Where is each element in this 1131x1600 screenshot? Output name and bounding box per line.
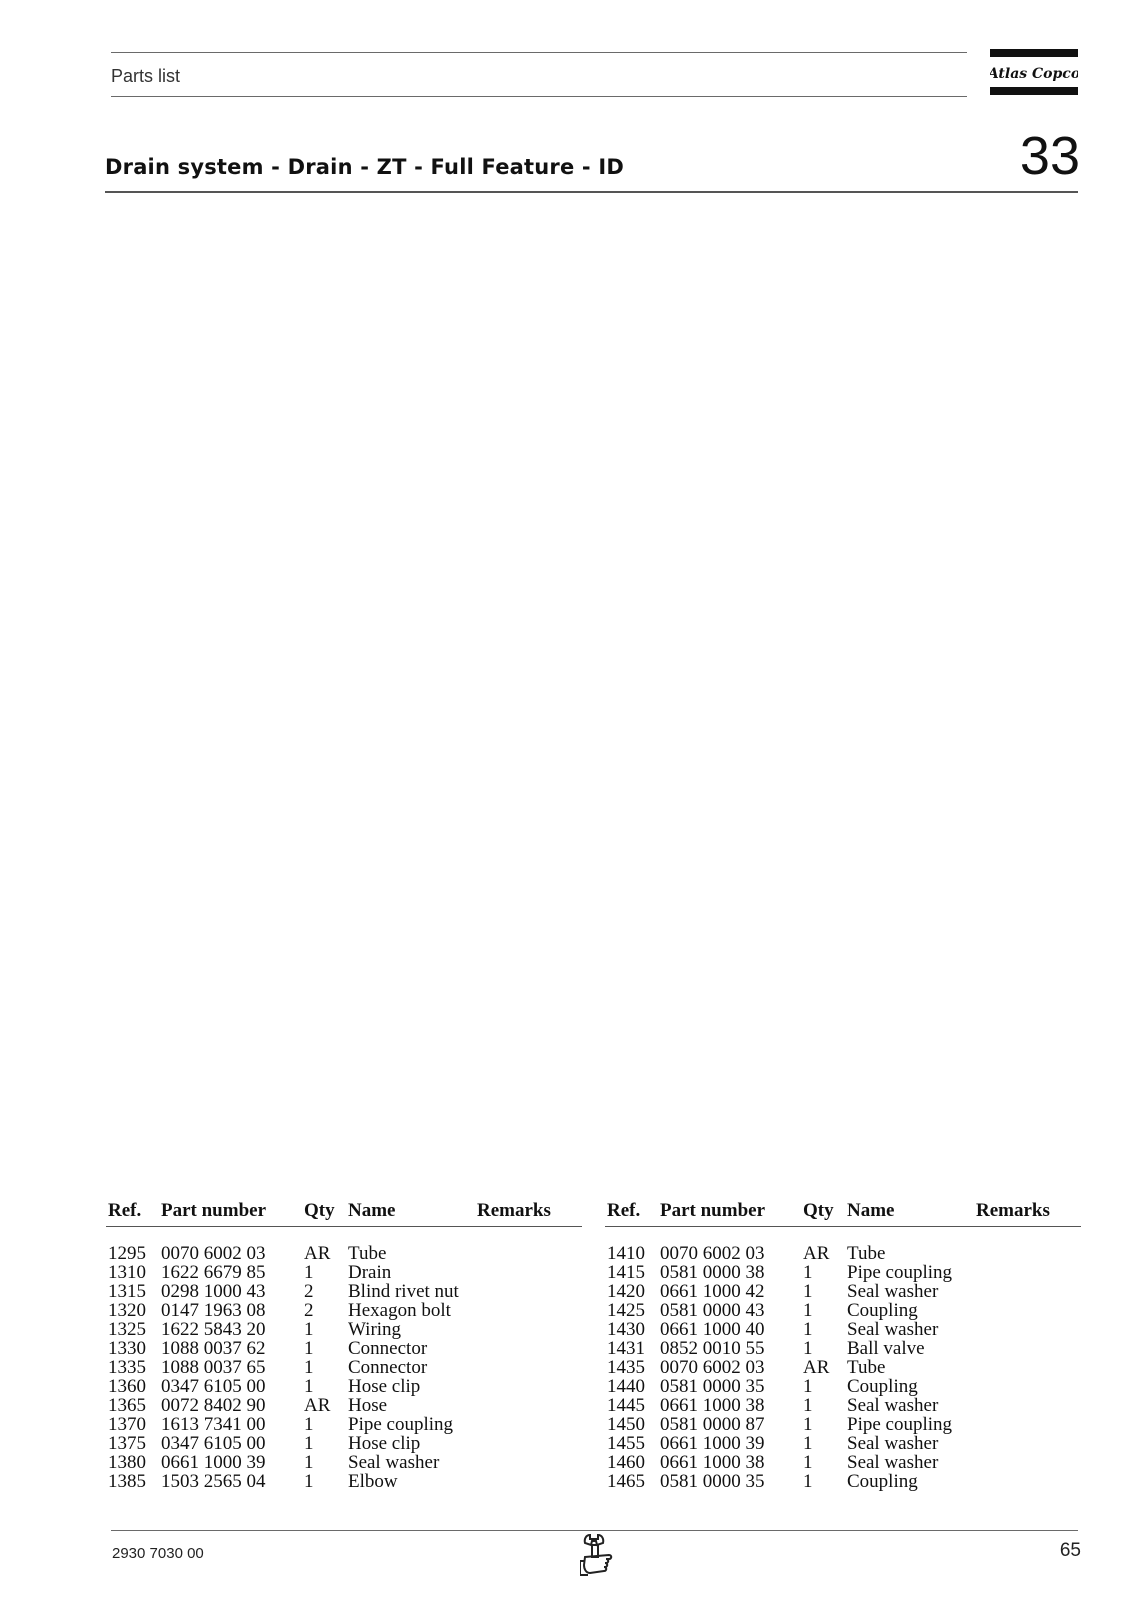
title-rule [105,191,1078,193]
cell-part-number: 0661 1000 39 [161,1452,266,1473]
cell-ref: 1431 [607,1338,645,1359]
col-name-header: Name [847,1200,895,1221]
cell-qty: 2 [304,1300,314,1321]
table-row [605,1301,1081,1320]
page-number: 65 [1059,1540,1081,1561]
cell-part-number: 1613 7341 00 [161,1414,266,1435]
table-header [605,1201,1081,1227]
cell-part-number: 1088 0037 65 [161,1357,266,1378]
cell-ref: 1385 [108,1471,146,1492]
table-row [106,1358,582,1377]
cell-ref: 1425 [607,1300,645,1321]
cell-ref: 1365 [108,1395,146,1416]
table-rows [605,1244,1081,1491]
cell-name: Seal washer [847,1433,939,1454]
cell-ref: 1450 [607,1414,645,1435]
cell-name: Hose [348,1395,388,1416]
cell-name: Seal washer [847,1452,939,1473]
col-part-number-header: Part number [161,1200,267,1221]
atlas-copco-logo [990,49,1078,95]
chapter-number: 33 [1019,126,1080,186]
table-row [106,1434,582,1453]
cell-name: Elbow [348,1471,398,1492]
cell-part-number: 0661 1000 40 [660,1319,765,1340]
cell-part-number: 0072 8402 90 [161,1395,266,1416]
cell-qty: 1 [803,1433,813,1454]
col-remarks-header: Remarks [976,1200,1050,1221]
cell-name: Hose clip [348,1376,421,1397]
table-row [605,1263,1081,1282]
table-row [106,1396,582,1415]
cell-part-number: 0852 0010 55 [660,1338,765,1359]
cell-part-number: 0581 0000 38 [660,1262,765,1283]
cell-qty: 1 [803,1338,813,1359]
cell-ref: 1410 [607,1243,645,1264]
cell-ref: 1295 [108,1243,146,1264]
table-row [106,1453,582,1472]
cell-ref: 1380 [108,1452,146,1473]
cell-name: Pipe coupling [847,1414,953,1435]
cell-part-number: 0147 1963 08 [161,1300,266,1321]
cell-name: Connector [348,1338,428,1359]
table-row [106,1263,582,1282]
cell-qty: 1 [304,1414,314,1435]
cell-ref: 1330 [108,1338,146,1359]
cell-name: Drain [348,1262,392,1283]
cell-name: Pipe coupling [348,1414,454,1435]
cell-qty: 1 [304,1471,314,1492]
cell-part-number: 0070 6002 03 [660,1243,765,1264]
cell-qty: 1 [304,1357,314,1378]
cell-part-number: 1503 2565 04 [161,1471,266,1492]
table-row [605,1320,1081,1339]
cell-name: Coupling [847,1471,918,1492]
col-ref-header: Ref. [108,1200,142,1221]
header-rule [106,1226,582,1227]
cell-name: Seal washer [348,1452,440,1473]
section-label: Parts list [111,66,181,86]
cell-ref: 1325 [108,1319,146,1340]
service-wrench-hand-icon [580,1533,616,1579]
cell-qty: 1 [304,1319,314,1340]
cell-name: Coupling [847,1300,918,1321]
cell-name: Blind rivet nut [348,1281,459,1302]
cell-qty: 1 [803,1452,813,1473]
table-row [605,1415,1081,1434]
cell-qty: 1 [304,1376,314,1397]
cell-qty: 1 [803,1471,813,1492]
brand-text: Atlas Copco [990,66,1078,82]
cell-part-number: 0661 1000 38 [660,1452,765,1473]
col-part-number-header: Part number [660,1200,766,1221]
cell-qty: 1 [803,1262,813,1283]
cell-name: Tube [847,1243,886,1264]
cell-name: Connector [348,1357,428,1378]
table-row [106,1244,582,1263]
cell-qty: AR [803,1243,830,1264]
cell-ref: 1440 [607,1376,645,1397]
cell-qty: 2 [304,1281,314,1302]
table-header [106,1201,582,1227]
cell-name: Wiring [348,1319,402,1340]
cell-part-number: 0661 1000 38 [660,1395,765,1416]
cell-ref: 1455 [607,1433,645,1454]
cell-part-number: 0581 0000 43 [660,1300,765,1321]
table-row [106,1282,582,1301]
cell-part-number: 1088 0037 62 [161,1338,266,1359]
cell-ref: 1415 [607,1262,645,1283]
col-name-header: Name [348,1200,396,1221]
table-rows [106,1244,582,1491]
table-row [605,1453,1081,1472]
cell-qty: AR [304,1395,331,1416]
cell-qty: AR [304,1243,331,1264]
cell-ref: 1335 [108,1357,146,1378]
cell-ref: 1375 [108,1433,146,1454]
col-qty-header: Qty [304,1200,335,1221]
cell-part-number: 0581 0000 35 [660,1376,765,1397]
table-row [106,1377,582,1396]
cell-qty: 1 [304,1338,314,1359]
table-row [605,1472,1081,1491]
cell-part-number: 1622 6679 85 [161,1262,266,1283]
table-row [106,1415,582,1434]
cell-name: Seal washer [847,1319,939,1340]
cell-ref: 1435 [607,1357,645,1378]
parts-table-left [106,1200,582,1492]
cell-part-number: 0581 0000 87 [660,1414,765,1435]
cell-ref: 1320 [108,1300,146,1321]
cell-qty: 1 [304,1452,314,1473]
cell-qty: 1 [304,1262,314,1283]
cell-qty: 1 [803,1395,813,1416]
parts-table-right [605,1200,1081,1492]
table-row [106,1320,582,1339]
header-top-rule [111,52,967,53]
table-row [605,1396,1081,1415]
cell-ref: 1370 [108,1414,146,1435]
cell-qty: 1 [803,1376,813,1397]
cell-part-number: 0347 6105 00 [161,1376,266,1397]
cell-name: Pipe coupling [847,1262,953,1283]
header-rule [605,1226,1081,1227]
header-bottom-rule [111,96,967,97]
cell-ref: 1310 [108,1262,146,1283]
cell-part-number: 0347 6105 00 [161,1433,266,1454]
cell-part-number: 0661 1000 39 [660,1433,765,1454]
col-remarks-header: Remarks [477,1200,551,1221]
table-row [605,1358,1081,1377]
cell-name: Hexagon bolt [348,1300,451,1321]
footer-rule [111,1530,1078,1531]
cell-qty: AR [803,1357,830,1378]
cell-ref: 1360 [108,1376,146,1397]
cell-ref: 1460 [607,1452,645,1473]
cell-ref: 1430 [607,1319,645,1340]
cell-name: Tube [847,1357,886,1378]
table-row [605,1434,1081,1453]
col-ref-header: Ref. [607,1200,641,1221]
table-row [106,1339,582,1358]
table-row [605,1244,1081,1263]
cell-qty: 1 [803,1414,813,1435]
cell-name: Seal washer [847,1395,939,1416]
cell-part-number: 0070 6002 03 [161,1243,266,1264]
cell-name: Ball valve [847,1338,925,1359]
cell-ref: 1420 [607,1281,645,1302]
table-row [605,1282,1081,1301]
cell-qty: 1 [304,1433,314,1454]
page-title: Drain system - Drain - ZT - Full Feature - ID [105,155,624,179]
cell-name: Hose clip [348,1433,421,1454]
cell-qty: 1 [803,1281,813,1302]
cell-part-number: 0581 0000 35 [660,1471,765,1492]
cell-ref: 1315 [108,1281,146,1302]
cell-part-number: 0661 1000 42 [660,1281,765,1302]
document-number: 2930 7030 00 [112,1545,204,1562]
cell-name: Seal washer [847,1281,939,1302]
cell-part-number: 0070 6002 03 [660,1357,765,1378]
cell-part-number: 1622 5843 20 [161,1319,266,1340]
cell-qty: 1 [803,1300,813,1321]
cell-ref: 1465 [607,1471,645,1492]
table-row [605,1339,1081,1358]
table-row [106,1472,582,1491]
cell-name: Tube [348,1243,387,1264]
table-row [605,1377,1081,1396]
table-row [106,1301,582,1320]
cell-qty: 1 [803,1319,813,1340]
cell-part-number: 0298 1000 43 [161,1281,266,1302]
cell-ref: 1445 [607,1395,645,1416]
cell-name: Coupling [847,1376,918,1397]
col-qty-header: Qty [803,1200,834,1221]
